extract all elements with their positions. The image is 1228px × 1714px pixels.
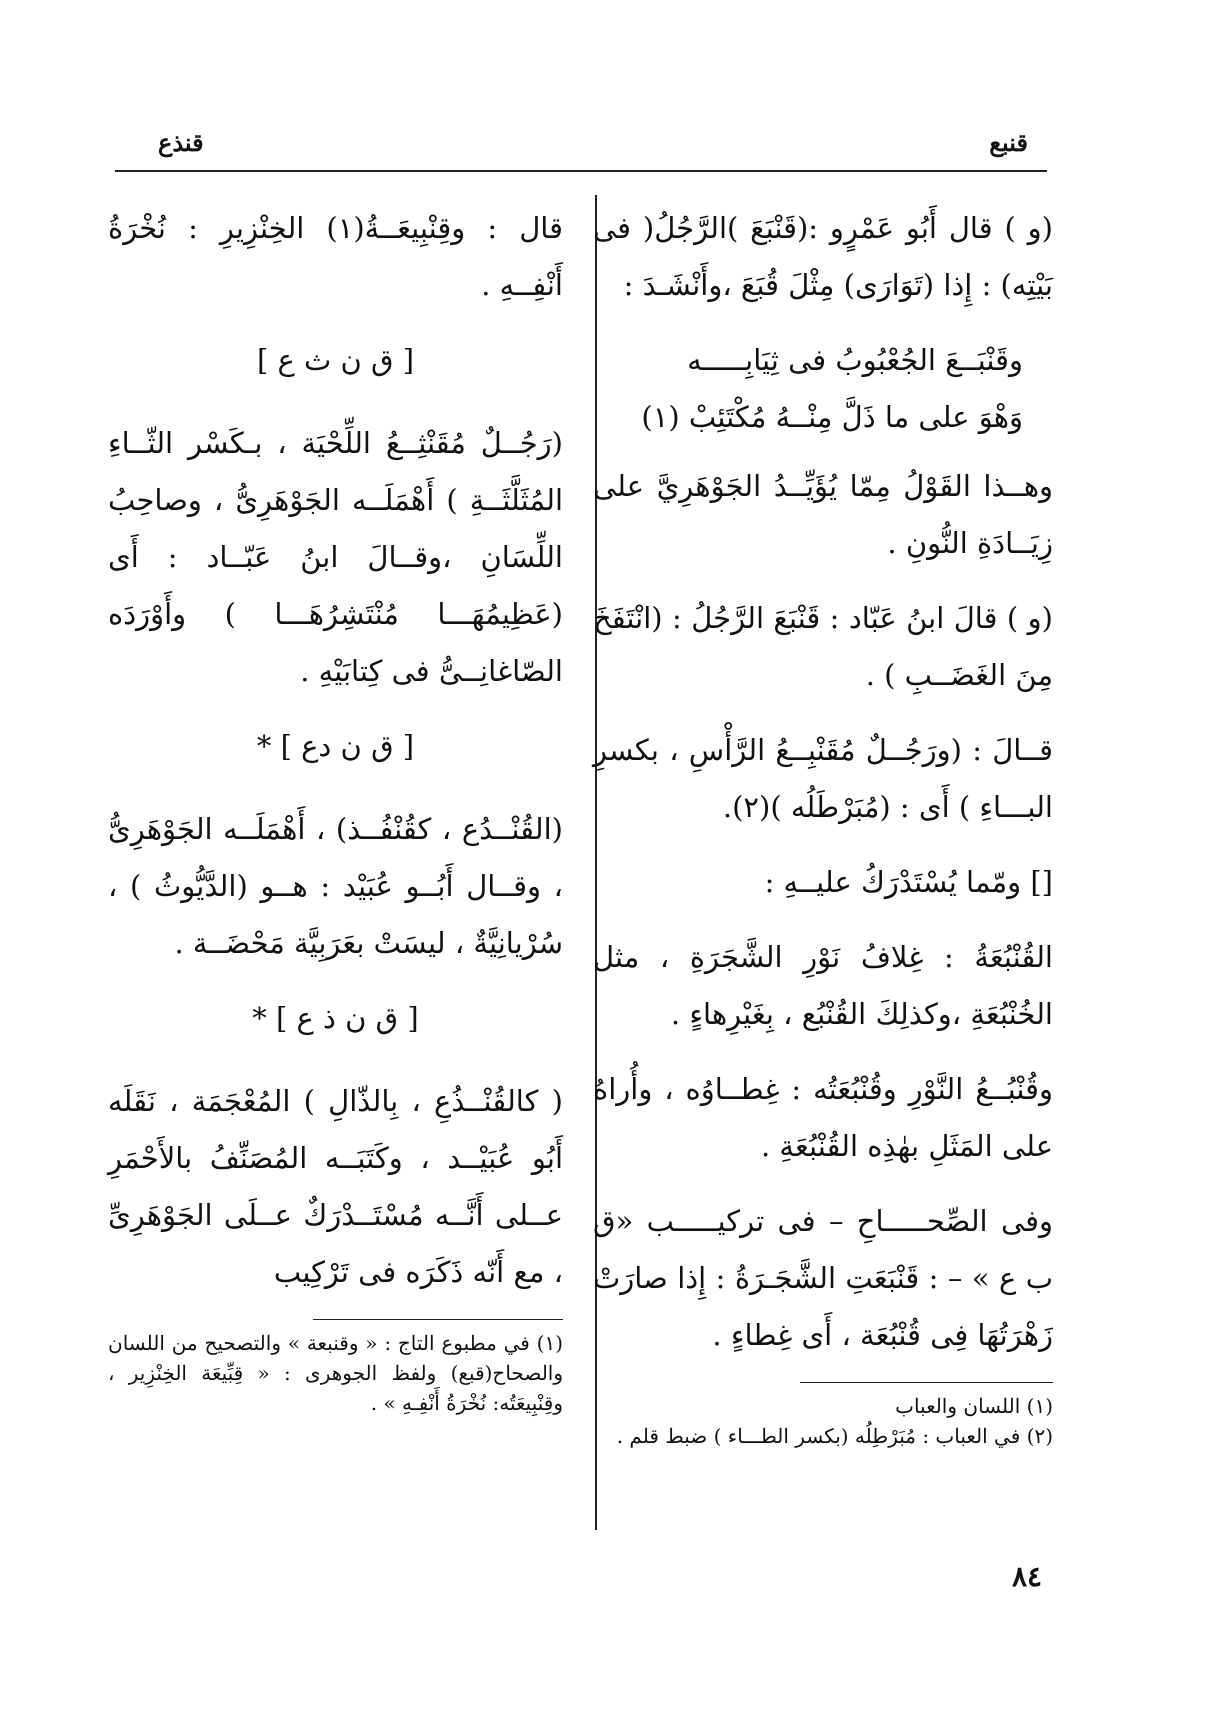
right-column [593, 200, 1053, 1451]
header-left-word: قنذع [158, 128, 204, 157]
page-number: ٨٤ [1012, 1560, 1043, 1593]
footnote: (١) في مطبوع التاج : « وقنبعة » والتصحيح من اللسان والصحاح(قبع) ولفظ الجوهرى : « قِبِّيعَة الخِنْزِير ، وقِنْبِيعَتُه: نُخْرَةُ أَنْفِـهِ » . [108, 1331, 563, 1415]
header-rule [115, 170, 1047, 172]
paragraph: (و ) قالَ ابنُ عَبّاد : قَنْبَعَ الرَّجُلُ : (انْتَفَخَ مِنَ الغَضَــبِ ) . [593, 601, 1053, 692]
header-right-word: قنبع [989, 128, 1028, 157]
paragraph: (و ) قال أَبُو عَمْرٍو :(قَنْبَعَ )الرَّجُلُ( فى بَيْتِه) : إِذا (تَوَارَى) مِثْلَ قُبَعَ ،وأَنْشَـدَ : [593, 211, 1053, 302]
paragraph: القُنْبُعَةُ : غِلافُ نَوْرِ الشَّجَرَةِ ، مثل الخُنْبُعَةِ ،وكذلِكَ القُنْبُع ، بِغَيْرِهاءٍ . [593, 940, 1053, 1031]
entry-heading: [ ق ن ذ ع ] * [252, 1001, 419, 1035]
verse [593, 332, 1053, 446]
footnote-rule [800, 1382, 1053, 1383]
verse-line: وَهْوَ على ما ذَلَّ مِنْــهُ مُكْتَئِبْ (١) [641, 400, 1023, 434]
footnote-rule [313, 1319, 563, 1320]
paragraph: وقُنْبُــعُ النَّوْرِ وقُنْبُعَتُه : غِطــاوُه ، وأُراهُ على المَثَلِ بهٰذِه القُنْبُعَةِ . [593, 1072, 1053, 1163]
paragraph: وهــذا القَوْلُ مِمّا يُؤَيِّــدُ الجَوْهَرِيَّ على زِيَــادَةِ النُّونِ . [593, 469, 1053, 560]
footnote: (٢) في العباب : مُبَرْطِلُه (بكسر الطـــاء ) ضبط قلم . [616, 1424, 1053, 1448]
left-column [108, 200, 563, 1418]
paragraph: ( كالقُنْــذُعِ ، بِالذّالِ ) المُعْجَمَة ، نَقَلَه أَبُو عُبَيْــد ، وكَتَبَــه المُصَنِّفُ بالأَحْمَرِ عــلى أَنَّــه مُسْتَــدْرَكٌ عــلَى الجَوْهَرِىِّ ، مع أَنّه ذَكَرَه فى تَرْكِيب [108, 1084, 563, 1289]
footnote: (١) اللسان والعباب [895, 1394, 1053, 1418]
paragraph: وفى الصِّحـــــاحِ – فى تركيـــــب «ق ب ع » – : قَنْبَعَتِ الشَّجَـرَةُ : إِذا صارَتْ زَهْرَتُهَا فِى قُنْبُعَة ، أَى غِطاءٍ . [593, 1204, 1053, 1352]
verse-line: وقَنْبَــعَ الجُعْبُوبُ فى ثِيَابِـــــه [687, 343, 1023, 377]
paragraph: قال : وقِنْبِيعَــةُ(١) الخِنْزِيرِ : نُخْرَةُ أَنْفِــهِ . [108, 211, 563, 302]
paragraph: (القُنْــدُع ، كقُنْفُــذ) ، أَهْمَلَــه الجَوْهَرِىُّ ، وقــال أَبُــو عُبَيْد : هــو (الدَّيُّوثُ ) ، سُرْيانِيَّةٌ ، ليسَتْ بعَرَبِيَّة مَحْضَــة . [108, 812, 563, 960]
entry-heading: [ ق ن دع ] * [256, 729, 415, 763]
paragraph: قــالَ : (ورَجُــلٌ مُقَنْبِــعُ الرَّأْسِ ، بكسرِ البـــاءِ ) أَى : (مُبَرْطَلُه )(٢). [593, 733, 1053, 824]
paragraph: (رَجُــلٌ مُقَنْثِــعُ اللِّحْيَة ، بـكَسْر الثّــاءِ المُثَلَّثَــةِ ) أَهْمَلَــه الجَوْهَرِىُّ ، وصاحِبُ اللِّسَانِ ،وقــالَ ابنُ عَبّــاد : أَى (عَظِيمُهَـــا مُنْتَشِرُهَـــا ) وأَوْرَدَه الصّاغانِــىُّ فى كِتابَيْهِ . [108, 426, 563, 688]
paragraph: [] ومّما يُسْتَدْرَكُ عليــهِ : [764, 865, 1053, 899]
entry-heading: [ ق ن ث ع ] [256, 343, 415, 377]
